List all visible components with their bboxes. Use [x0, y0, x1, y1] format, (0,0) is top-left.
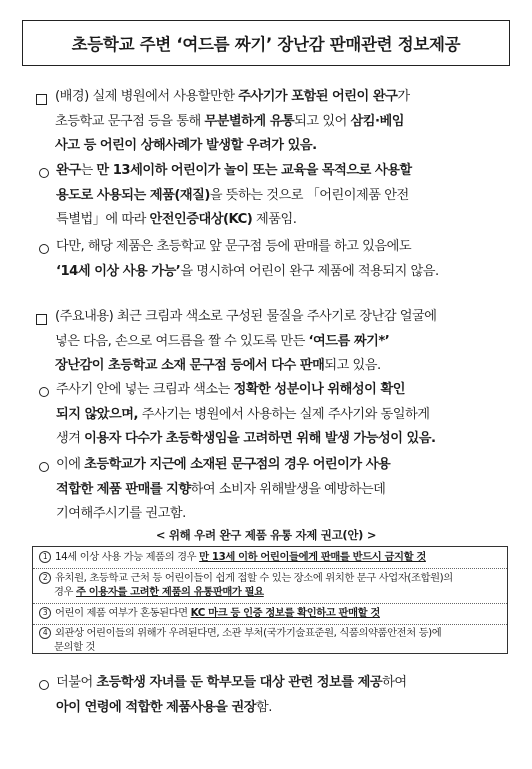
text-line — [56, 453, 511, 478]
text-run: 을 뜻하는 것으로 「어린이제품 안전 — [209, 187, 409, 203]
text-run: 용도로 사용되는 제품(재질) — [56, 187, 210, 203]
text-run: 경우 — [54, 586, 76, 598]
recommendation-line — [39, 585, 453, 599]
text-run: 하여 소비자 위해발생을 예방하는데 — [190, 481, 386, 497]
section-square-bullet — [36, 94, 47, 105]
text-run: 완구 — [56, 163, 81, 178]
recommendation-title: < 위해 우려 완구 제품 유통 자제 권고(안) > — [155, 528, 377, 542]
text-line — [56, 378, 511, 403]
text-run: 이에 — [56, 457, 85, 472]
recommendation-item — [39, 550, 426, 564]
text-run: 생겨 — [56, 431, 85, 446]
recommendation-line — [39, 550, 426, 564]
text-line — [56, 403, 511, 428]
text-run: ‘14세 이상 사용 가능’ — [56, 263, 181, 279]
recommendation-line — [39, 626, 441, 640]
text-line — [55, 110, 515, 135]
text-line — [55, 330, 515, 355]
text-run: 초등학교가 지근에 소재된 문구점의 경우 어린이가 사용 — [84, 457, 391, 472]
text-line — [56, 502, 511, 527]
sub-circle-bullet — [39, 387, 49, 397]
text-run: 초등학교 문구점 등을 통해 — [55, 113, 205, 129]
text-run: 제품임. — [252, 212, 297, 227]
background-sub-age-label — [56, 235, 511, 284]
section-square-bullet — [36, 314, 47, 325]
background-paragraph — [55, 85, 515, 159]
text-run: 외관상 어린이들의 위해가 우려된다면, 소관 부처(국가기술표준원, 식품의약품안전처 등)에 — [55, 627, 442, 639]
text-run: 정확한 성분이나 위해성이 확인 — [233, 382, 405, 397]
text-run: 장난감이 초등학교 소재 문구점 등에서 다수 판매 — [55, 358, 325, 373]
text-run: 다만, 해당 제품은 초등학교 앞 문구점 등에 판매를 하고 있음에도 — [56, 239, 412, 254]
text-line — [55, 85, 515, 110]
text-run: 기여해주시기를 권고함. — [56, 506, 186, 521]
recommendation-item — [39, 606, 380, 620]
circled-number: 1 — [39, 551, 51, 563]
text-run: 사고 등 어린이 상해사례가 발생할 우려가 있음. — [55, 138, 317, 153]
text-run: 더불어 — [56, 675, 97, 690]
text-run: (주요내용) 최근 크림과 색소로 구성된 물질을 주사기로 장난감 얼굴에 — [55, 309, 437, 324]
text-run: 유치원, 초등학교 근처 등 어린이들이 쉽게 접할 수 있는 장소에 위치한 문구 사업자(조합원)의 — [55, 572, 453, 584]
text-run: 어린이 제품 여부가 혼동된다면 — [55, 607, 191, 619]
text-run: 주 이용자를 고려한 제품의 유통판매가 필요 — [75, 586, 264, 598]
text-line — [56, 184, 511, 209]
text-line — [55, 354, 515, 379]
background-sub-toy-definition — [56, 159, 511, 233]
text-run: 함. — [255, 699, 272, 715]
text-line — [56, 208, 511, 233]
main-sub-risk — [56, 378, 511, 452]
text-run: 되고 있음. — [324, 358, 381, 373]
recommendation-item — [39, 626, 441, 654]
text-run: ‘여드름 짜기*’ — [308, 333, 390, 349]
text-run: 문의할 것 — [54, 641, 96, 653]
text-run: 14세 이상 사용 가능 제품의 경우 — [55, 551, 200, 563]
text-run: 삼킴·베임 — [350, 113, 404, 129]
recommendation-box — [32, 546, 508, 654]
closing-paragraph — [56, 671, 511, 720]
text-line — [56, 696, 511, 721]
text-run: 아이 연령에 적합한 제품사용을 권장 — [56, 699, 256, 715]
circled-number: 4 — [39, 627, 51, 639]
text-run: 주사기 안에 넣는 크림과 색소는 — [56, 382, 234, 397]
text-line — [56, 478, 511, 503]
circled-number: 2 — [39, 572, 51, 584]
text-line — [56, 260, 511, 285]
text-run: 주사기가 포함된 어린이 완구 — [238, 89, 398, 104]
text-run: 가 — [397, 89, 410, 104]
text-line — [56, 159, 511, 184]
text-line — [55, 305, 515, 330]
text-run: KC 마크 등 인증 정보를 확인하고 판매할 것 — [190, 607, 380, 619]
circled-number: 3 — [39, 607, 51, 619]
text-run: (배경) 실제 병원에서 사용할만한 — [55, 89, 239, 104]
text-run: 초등학생 자녀를 둔 학부모들 대상 관련 정보를 제공 — [96, 675, 383, 690]
text-run: 만 13세 이하 어린이들에게 판매를 반드시 금지할 것 — [199, 551, 426, 563]
text-run: 무분별하게 유통 — [204, 113, 295, 129]
text-line — [56, 671, 511, 696]
main-content-paragraph — [55, 305, 515, 379]
document-title: 초등학교 주변 ‘여드름 짜기’ 장난감 판매관련 정보제공 — [22, 20, 510, 66]
text-run: 을 명시하여 어린이 완구 제품에 적용되지 않음. — [180, 263, 439, 279]
text-line — [55, 134, 515, 159]
recommendation-line — [39, 640, 441, 654]
recommendation-item — [39, 571, 453, 599]
sub-circle-bullet — [39, 680, 49, 690]
text-run: 되고 있어 — [294, 113, 351, 129]
sub-circle-bullet — [39, 244, 49, 254]
text-run: 주사기는 병원에서 사용하는 실제 주사기와 동일하게 — [138, 406, 430, 422]
recommendation-line — [39, 606, 380, 620]
recommendation-line — [39, 571, 453, 585]
text-run: 안전인증대상(KC) — [149, 212, 253, 227]
text-run: 적합한 제품 판매를 지향 — [56, 481, 191, 497]
text-line — [56, 235, 511, 260]
text-run: 특별법」에 따라 — [56, 212, 150, 227]
text-run: 이용자 다수가 초등학생임을 고려하면 위해 발생 가능성이 있음. — [84, 431, 436, 446]
text-run: 만 13세이하 어린이가 놀이 또는 교육을 목적으로 사용할 — [96, 163, 412, 178]
sub-circle-bullet — [39, 462, 49, 472]
text-run: 하여 — [382, 675, 407, 690]
sub-circle-bullet — [39, 168, 49, 178]
text-line — [56, 427, 511, 452]
text-run: 넣은 다음, 손으로 여드름을 짤 수 있도록 만든 — [55, 333, 309, 349]
text-run: 되지 않았으며, — [56, 406, 139, 422]
main-sub-recommendation — [56, 453, 511, 527]
text-run: 는 — [80, 163, 97, 178]
